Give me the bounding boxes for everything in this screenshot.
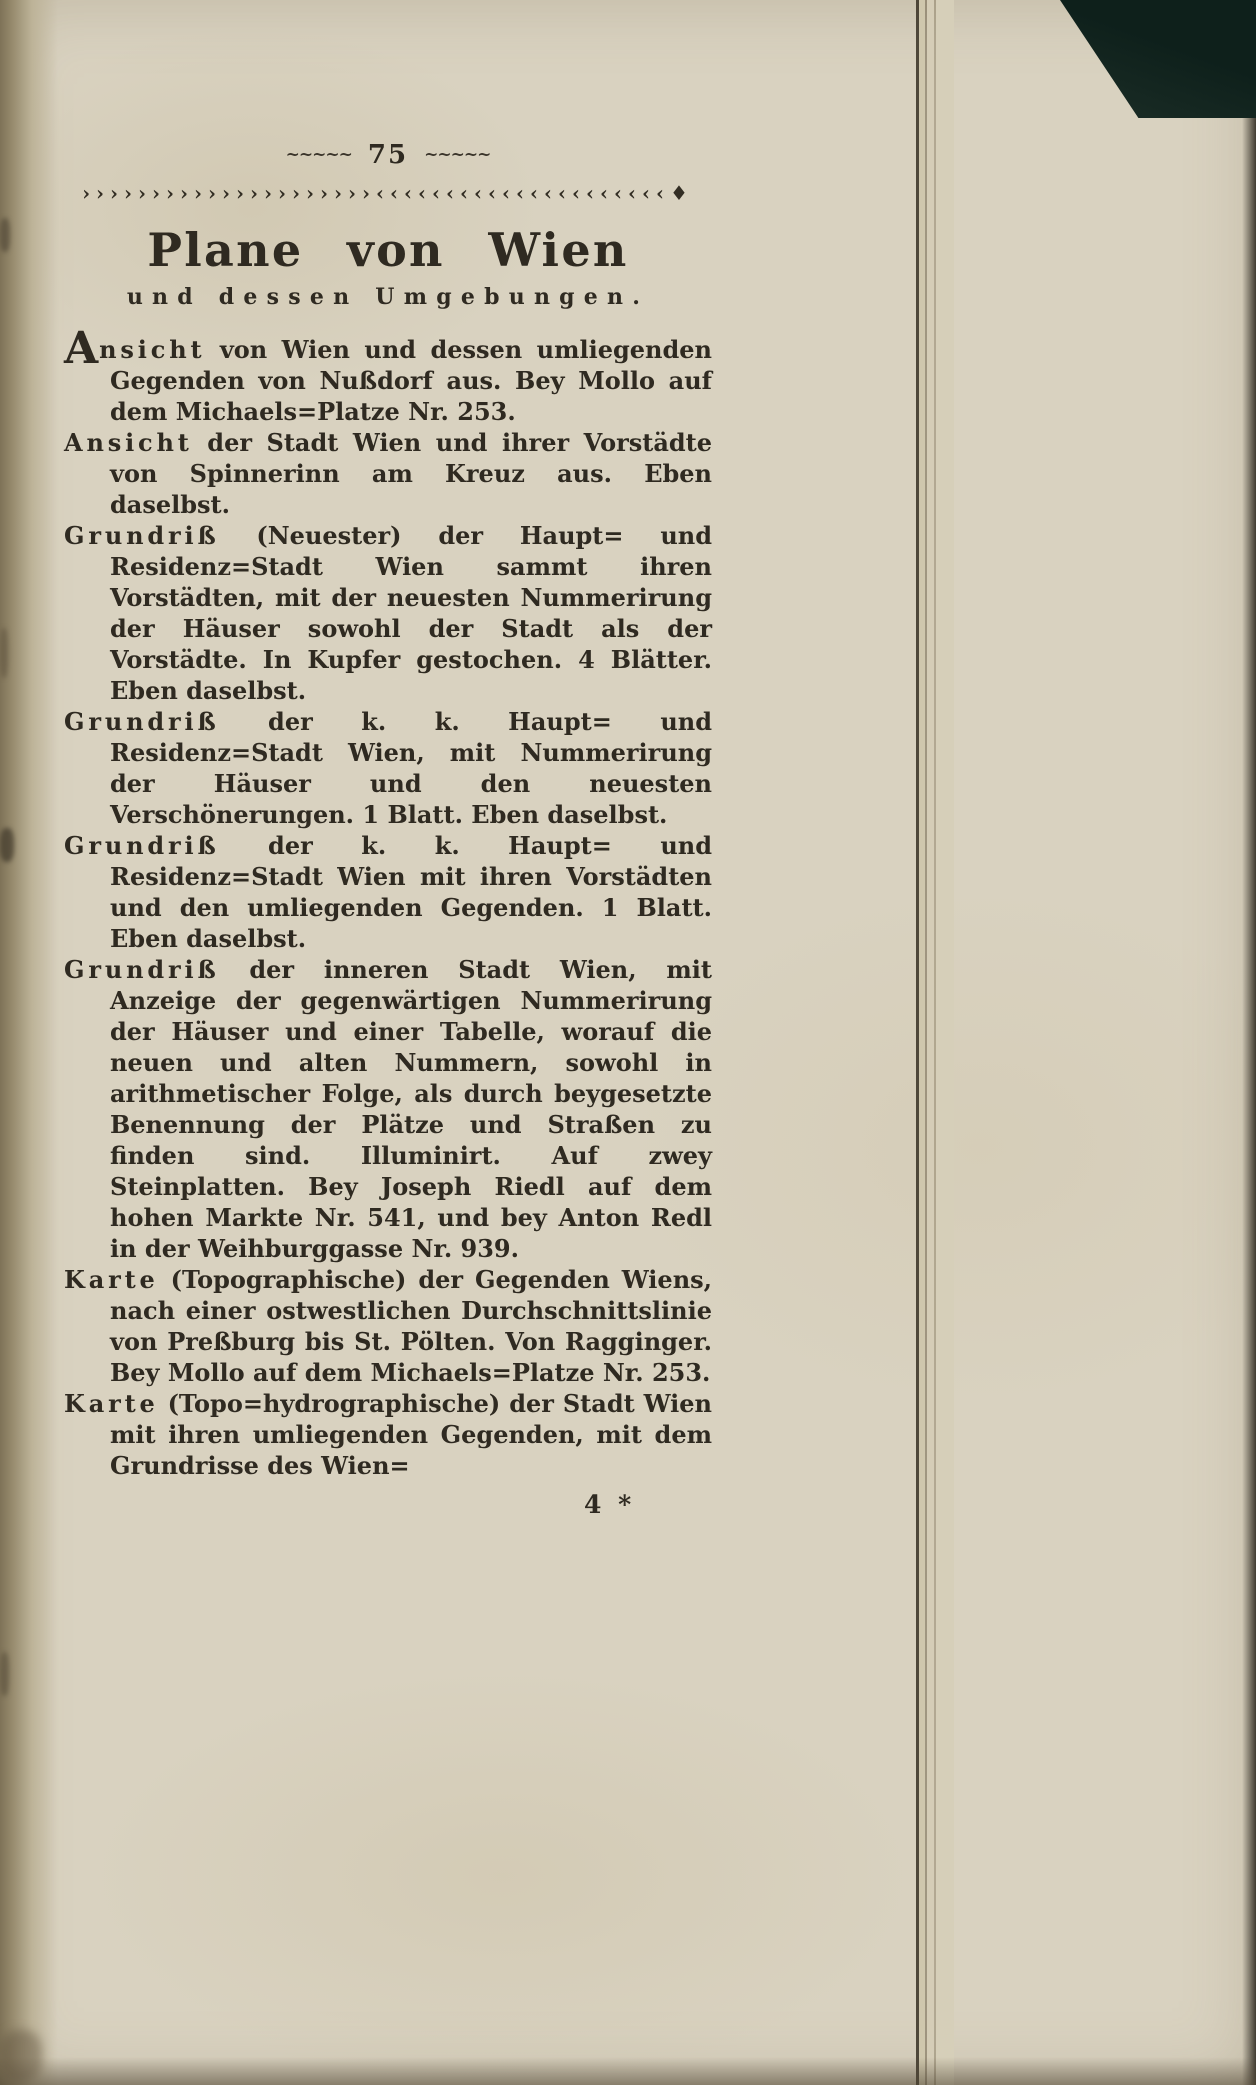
entry-lead: Grundriß bbox=[64, 707, 220, 736]
page-number: 75 bbox=[367, 140, 409, 170]
entry-text: der k. k. Haupt= und Residenz=Stadt Wien mit ihren Vorstädten und den umliegenden Gegenden. 1 Blatt. Eben daselbst. bbox=[110, 831, 713, 953]
bottom-edge-shadow bbox=[0, 2057, 1256, 2085]
entry-text: (Topo=hydrographische) der Stadt Wien mit ihren umliegenden Gegenden, mit dem Grundrisse des Wien= bbox=[110, 1389, 712, 1480]
catalog-entry bbox=[64, 1388, 712, 1481]
flourish-right: ~~~~~ bbox=[424, 145, 491, 165]
edge-smudge bbox=[0, 218, 10, 252]
entry-lead: Ansicht bbox=[64, 428, 193, 457]
entry-lead: Grundriß bbox=[64, 955, 220, 984]
entry-text: der inneren Stadt Wien, mit Anzeige der gegenwärtigen Nummerirung der Häuser und einer Tabelle, worauf die neuen und alten Nummern, sowohl in arithmetischer Folge, als durch beygesetzte Benennung der Plätze und Straßen zu finden sind. Illuminirt. Auf zwey Steinplatten. Bey Joseph Riedl auf dem hohen Markte Nr. 541, und bey Anton Redl in der Weihburggasse Nr. 939. bbox=[110, 955, 713, 1263]
catalog-entry bbox=[64, 520, 712, 706]
left-gutter-shadow bbox=[0, 0, 58, 2085]
entry-text: der Stadt Wien und ihrer Vorstädte von Spinnerinn am Kreuz aus. Eben daselbst. bbox=[110, 428, 713, 519]
page-edge-lines bbox=[916, 0, 954, 2085]
entry-lead: Grundriß bbox=[64, 521, 220, 550]
entry-lead: Karte bbox=[64, 1265, 159, 1294]
top-right-corner-shadow bbox=[1060, 0, 1256, 118]
printed-text-block bbox=[64, 140, 712, 1520]
page-title: Plane von Wien bbox=[147, 223, 629, 277]
entry-text: von Wien und dessen umliegenden Gegenden von Nußdorf aus. Bey Mollo auf dem Michaels=Platze Nr. 253. bbox=[110, 335, 713, 426]
entry-text: der k. k. Haupt= und Residenz=Stadt Wien, mit Nummerirung der Häuser und den neuesten Verschönerungen. 1 Blatt. Eben daselbst. bbox=[110, 707, 713, 829]
catalog-entry bbox=[64, 323, 713, 427]
entry-text: (Topographische) der Gegenden Wiens, nach einer ostwestlichen Durchschnittslinie von Preßburg bis St. Pölten. Von Ragginger. Bey Mollo auf dem Michaels=Platze Nr. 253. bbox=[110, 1265, 713, 1387]
edge-smudge bbox=[0, 2030, 42, 2082]
catalog-entry bbox=[64, 1264, 712, 1388]
entry-lead: nsicht bbox=[99, 335, 206, 364]
catalog-entry bbox=[64, 954, 712, 1264]
entry-lead: Grundriß bbox=[64, 831, 220, 860]
entry-text: (Neuester) der Haupt= und Residenz=Stadt Wien sammt ihren Vorstädten, mit der neuesten Nummerirung der Häuser sowohl der Stadt als der Vorstädte. In Kupfer gestochen. 4 Blätter. Eben daselbst. bbox=[110, 521, 712, 705]
entry-drop-initial: A bbox=[64, 323, 100, 374]
edge-smudge bbox=[0, 1652, 9, 1696]
page-subtitle: und dessen Umgebungen. bbox=[126, 284, 650, 310]
ornament-divider: ›››››››››››››››››››››‹‹‹‹‹‹‹‹‹‹‹‹‹‹‹‹‹‹‹‹‹♦ bbox=[82, 181, 694, 205]
right-edge-shadow bbox=[1242, 0, 1256, 2085]
entry-lead: Karte bbox=[64, 1389, 159, 1418]
edge-smudge bbox=[0, 628, 8, 678]
signature-mark: 4 * bbox=[584, 1490, 636, 1519]
catalog-entry bbox=[64, 706, 712, 830]
catalog-entry bbox=[64, 427, 712, 520]
edge-smudge bbox=[0, 828, 14, 862]
flourish-left: ~~~~~ bbox=[285, 145, 352, 165]
catalog-entries bbox=[64, 323, 713, 1481]
page-number-row bbox=[64, 140, 712, 170]
catalog-entry bbox=[64, 830, 712, 954]
